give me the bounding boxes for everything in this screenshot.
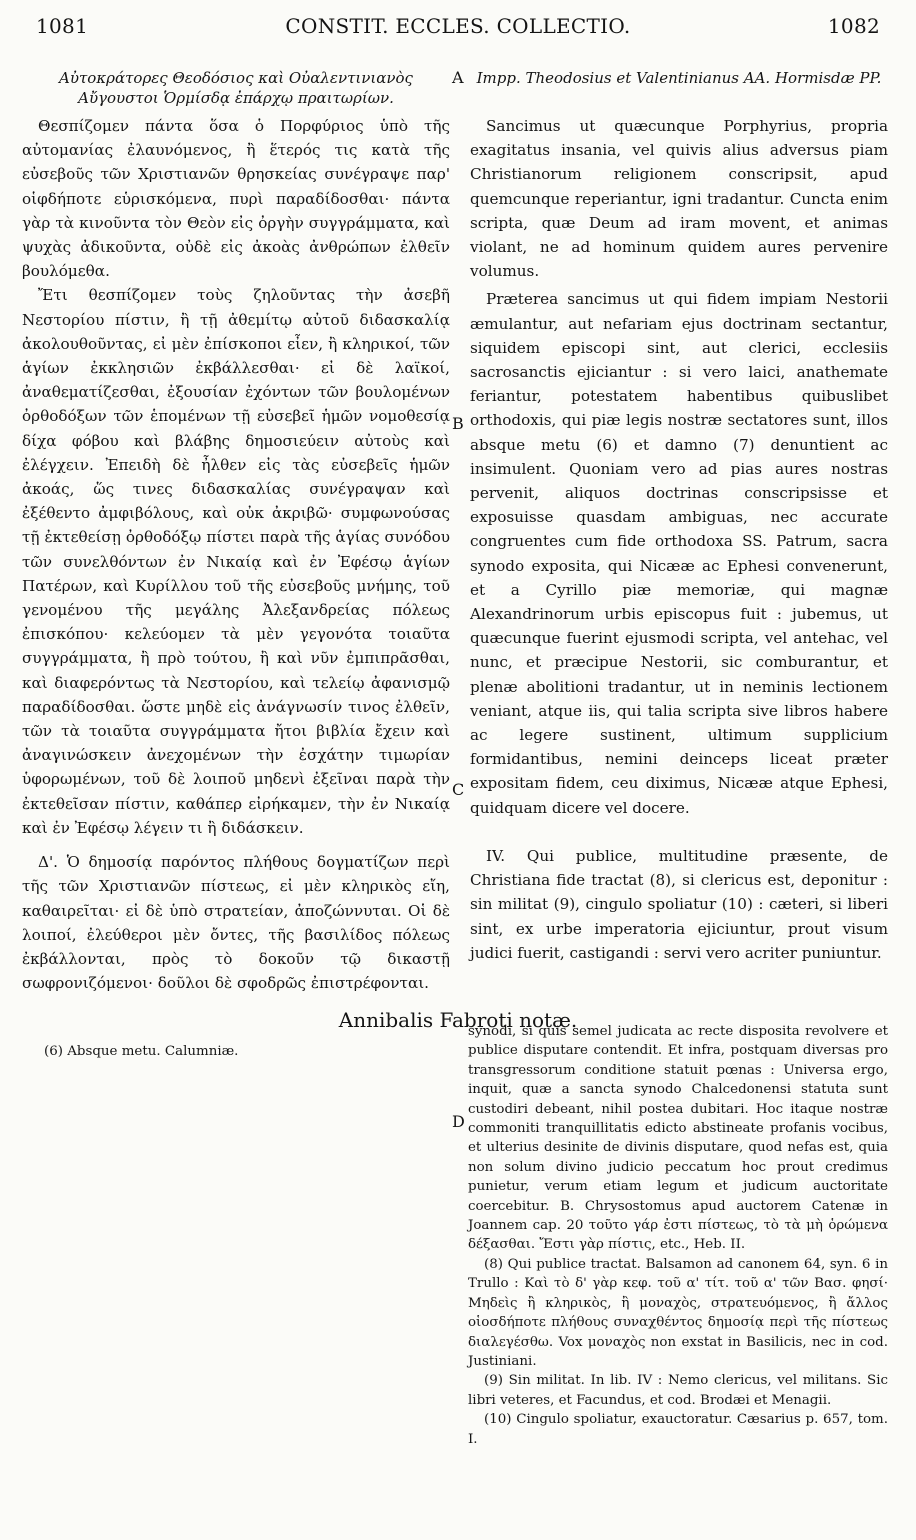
greek-heading: Αὐτοκράτορες Θεοδόσιος καὶ Οὐαλεντινιανὸς Αὔγουστοι Ὁρμίσδᾳ ἐπάρχῳ πραιτωρίων.: [59, 69, 413, 107]
latin-paragraph-3: IV. Qui publice, multitudine præsente, de Christiana fide tractat (8), si clericus est, deponitur : sin militat (9), cingulo spoliatur (10) : cæteri, si liberi sint, ex urbe imperatoria ejiciuntur, prout visum judici fuerit, castigandi : servi vero acriter puniuntur.: [470, 846, 888, 962]
greek-paragraph-1: Θεσπίζομεν πάντα ὅσα ὁ Πορφύριος ὑπὸ τῆς αὐτομανίας ἐλαυνόμενος, ἢ ἕτερός τις κατὰ τῆς εὐσεβοῦς τῶν Χριστιανῶν θρησκείας συνέγραψε παρ' οἱφδήποτε εὑρισκόμενα, πυρὶ παραδίδοσθαι· πάντα γὰρ τὰ κινοῦντα τὸν Θεὸν εἰς ὀργὴν συγγράμματα, καὶ ψυχὰς ἀδικοῦντα, οὐδὲ εἰς ἀκοὰς ἀνθρώπων ἐλθεῖν βουλόμεθα.: [22, 117, 450, 281]
running-title: CONSTIT. ECCLES. COLLECTIO.: [285, 14, 631, 38]
note-paragraph: (6) Absque metu. Calumniæ.: [44, 1044, 239, 1059]
margin-letter-a: A: [452, 68, 464, 87]
latin-text-column: [470, 114, 888, 965]
margin-letter-c: C: [452, 780, 465, 799]
right-page-number: 1082: [827, 14, 880, 38]
latin-paragraph-2: Præterea sancimus ut qui fidem impiam Nestorii æmulantur, aut nefariam ejus doctrinam sectantur, siquidem episcopi sint, aut clerici, ecclesiis sacrosanctis ejiciantur : si vero laici, anathemate feriantur, potestatem habentibus quibuslibet orthodoxis, qui piæ legis nostræ sectatores sunt, illos absque metu (6) et damno (7) denuntient ac insimulent. Quoniam vero ad pias aures nostras pervenit, aliquos doctrinas conscripsisse et exposuisse quasdam ambiguas, nec accurate congruentes cum fide orthodoxa SS. Patrum, sacra synodo exposita, qui Nicææ ac Ephesi convenerunt, et a Cyrillo piæ memoriæ, qui magnæ Alexandrinorum urbis episcopus fuit : jubemus, ut quæcunque fuerint ejusmodi scripta, vel antehac, vel nunc, et præcipue Nestorii, sic comburantur, et plenæ abolitioni tradantur, ut in neminis lectionem veniant, atque iis, qui talia scripta sive libros habere ac legere sustinent, ultimum supplicium formidantibus, nemini deinceps liceat præter expositam fidem, ceu diximus, Nicææ atque Ephesi, quidquam dicere vel docere.: [470, 290, 888, 817]
note-paragraph: synodi, si quis semel judicata ac recte disposita revolvere et publice disputare contendit. Et infra, postquam diversas pro transgressorum conditione statuit pœnas : Universa ergo, inquit, quæ a sancta synodo Chalcedonensi statuta sunt custodiri debeant, nihil postea dubitari. Hoc itaque nostræ commoniti tranquillitatis edicto abstineate profanis vocibus, et ulterius desinite de divinis disputare, quod nefas est, quia non solum divino judicio peccatum hoc prout credimus punietur, verum etiam legum et judicum auctoritate coercebitur. B. Chrysostomus apud auctorem Catenæ in Joannem cap. 20 τοῦτο γάρ ἐστι πίστεως, τὸ τὰ μὴ ὁρώμενα δέξασθαι. Ἔστι γὰρ πίστις, etc., Heb. II.: [468, 1024, 888, 1253]
note-paragraph: (10) Cingulo spoliatur, exauctoratur. Cæsarius p. 657, tom. I.: [468, 1412, 888, 1447]
margin-letter-d: D: [452, 1112, 465, 1131]
notes-right-column: [468, 1022, 888, 1449]
notes-title: Annibalis Fabroti notæ.: [338, 1008, 578, 1032]
greek-paragraph-3: Δ'. Ὁ δημοσίᾳ παρόντος πλήθους δογματίζων περὶ τῆς τῶν Χριστιανῶν πίστεως, εἰ μὲν κληρικὸς εἴη, καθαιρεῖται· εἰ δὲ ὑπὸ στρατείαν, ἀποζώννυται. Οἱ δὲ λοιποί, ἐλεύθεροι μὲν ὄντες, τῆς βασιλίδος πόλεως ἐκβάλλονται, πρὸς τὸ δοκοῦν τῷ δικαστῇ σωφρονιζόμενοι· δοῦλοι δὲ σφοδρῶς ἐπιστρέφονται.: [22, 853, 450, 993]
note-paragraph: (8) Qui publice tractat. Balsamon ad canonem 64, syn. 6 in Trullo : Καὶ τὸ δ' γὰρ κεφ. τοῦ α' τίτ. τοῦ α' τῶν Βασ. φησί· Μηδεὶς ἢ κληρικὸς, ἢ μοναχὸς, στρατευόμενος, ἢ ἄλλος οἱοσδήποτε πλήθους συναχθέντος δημοσίᾳ περὶ τῆς πίστεως διαλεγέσθω. Vox μοναχὸς non exstat in Basilicis, nec in cod. Justiniani.: [468, 1256, 888, 1369]
left-page-number: 1081: [36, 14, 89, 38]
note-paragraph: (9) Sin militat. In lib. IV : Nemo clericus, vel militans. Sic libri veteres, et Facundus, et cod. Brodæi et Menagii.: [468, 1373, 888, 1408]
notes-left-column: [28, 1042, 448, 1061]
margin-letter-b: B: [452, 414, 464, 433]
greek-text-column: [22, 114, 450, 995]
greek-paragraph-2: Ἔτι θεσπίζομεν τοὺς ζηλοῦντας τὴν ἀσεβῆ Νεστορίου πίστιν, ἢ τῇ ἀθεμίτῳ αὐτοῦ διδασκαλίᾳ ἀκολουθοῦντας, εἰ μὲν ἐπίσκοποι εἶεν, ἢ κληρικοί, τῶν ἁγίων ἐκκλησιῶν ἐκβάλλεσθαι· εἰ δὲ λαϊκοί, ἀναθεματίζεσθαι, ἐξουσίαν ἐχόντων τῶν βουλομένων ὀρθοδόξων τῶν ἑπομένων τῇ εὐσεβεῖ ἡμῶν νομοθεσίᾳ δίχα φόβου καὶ βλάβης δημοσιεύειν αὐτοὺς καὶ ἐλέγχειν. Ἐπειδὴ δὲ ἦλθεν εἰς τὰς εὐσεβεῖς ἡμῶν ἀκοάς, ὥς τινες διδασκαλίας συνέγραψαν καὶ ἐξέθεντο ἀμφιβόλους, καὶ οὐκ ἀκριβῶ· συμφωνούσας τῇ ἐκτεθείσῃ ὀρθοδόξῳ πίστει παρὰ τῆς ἁγίας συνόδου τῶν συνελθόντων ἐν Νικαίᾳ καὶ ἐν Ἐφέσῳ ἁγίων Πατέρων, καὶ Κυρίλλου τοῦ τῆς εὐσεβοῦς μνήμης, τοῦ γενομένου τῆς μεγάλης Ἀλεξανδρείας πόλεως ἐπισκόπου· κελεύομεν τὰ μὲν γεγονότα τοιαῦτα συγγράμματα, ἢ πρὸ τούτου, ἢ καὶ νῦν ἐμπιπρᾶσθαι, καὶ διαφερόντως τὰ Νεστορίου, καὶ τελείῳ ἀφανισμῷ παραδίδοσθαι. ὥστε μηδὲ εἰς ἀνάγνωσίν τινος ἐλθεῖν, τῶν τὰ τοιαῦτα συγγράμματα ἤτοι βιβλία ἔχειν καὶ ἀναγινώσκειν ἀνεχομένων τὴν ἐσχάτην τιμωρίαν ὑφορωμένων, τοῦ δὲ λοιποῦ μηδενὶ ἐξεῖναι παρὰ τὴν ἐκτεθεῖσαν πίστιν, καθάπερ εἰρήκαμεν, τὴν ἐν Νικαίᾳ καὶ ἐν Ἐφέσῳ λέγειν τι ἢ διδάσκειν.: [22, 286, 450, 837]
latin-paragraph-1: Sancimus ut quæcunque Porphyrius, propria exagitatus insania, vel quivis alius adversus piam Christianorum religionem conscripsit, apud quemcunque reperiantur, igni tradantur. Cuncta enim scripta, quæ Deum ad iram movent, et animas violant, ne ad hominum quidem aures pervenire volumus.: [470, 117, 888, 281]
latin-heading: Impp. Theodosius et Valentinianus AA. Hormisdæ PP.: [476, 69, 882, 87]
